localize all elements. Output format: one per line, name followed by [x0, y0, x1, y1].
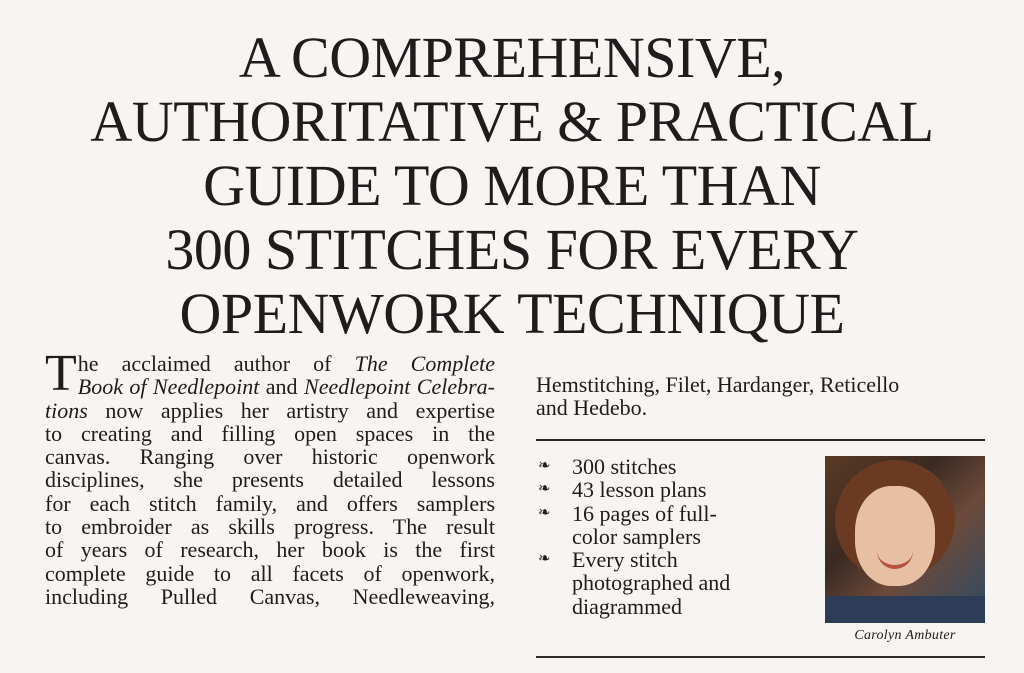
drop-cap: T — [45, 345, 77, 402]
body-line: Book of Needlepoint and Needlepoint Celebra- — [77, 374, 496, 400]
body-left-column — [45, 345, 496, 609]
body-right-column — [536, 373, 986, 420]
body-line: complete guide to all facets of openwork, — [45, 560, 495, 586]
list-item-text: photographed and — [572, 570, 731, 596]
fleuron-icon: ❧ — [538, 504, 551, 521]
fleuron-icon: ❧ — [538, 551, 551, 568]
headline-line: OPENWORK TECHNIQUE — [179, 281, 845, 346]
body-line: tions now applies her artistry and expertise — [45, 397, 495, 423]
body-line: Hemstitching, Filet, Hardanger, Reticello — [536, 372, 900, 397]
list-item-text: diagrammed — [572, 593, 682, 619]
headline-line: AUTHORITATIVE & PRACTICAL — [90, 89, 934, 154]
body-line: disciplines, she presents detailed lessons — [45, 467, 495, 493]
author-photo — [825, 456, 985, 623]
fleuron-icon: ❧ — [538, 481, 551, 498]
divider-rule — [536, 656, 985, 658]
list-item-text: 16 pages of full- — [572, 500, 717, 526]
list-item — [538, 502, 818, 549]
list-item — [538, 548, 818, 618]
feature-list — [538, 455, 818, 618]
body-line: and Hedebo. — [536, 395, 648, 421]
body-line: he acclaimed author of The Complete — [77, 351, 495, 376]
list-item — [538, 478, 818, 501]
body-line: for each stitch family, and offers samplers — [45, 490, 495, 516]
body-line: to creating and filling open spaces in the — [45, 420, 495, 446]
headline-line: A COMPREHENSIVE, — [238, 25, 786, 90]
list-item-text: color samplers — [572, 523, 701, 549]
body-line: canvas. Ranging over historic openwork — [45, 444, 495, 470]
list-item-text: Every stitch — [572, 547, 678, 573]
list-item — [538, 455, 818, 478]
body-line: including Pulled Canvas, Needleweaving, — [45, 583, 495, 609]
photo-caption: Carolyn Ambuter — [854, 628, 956, 643]
divider-rule — [536, 439, 985, 441]
body-line: to embroider as skills progress. The result — [45, 514, 495, 540]
fleuron-icon: ❧ — [538, 458, 551, 474]
body-line: of years of research, her book is the first — [45, 537, 495, 563]
list-item-text: 300 stitches — [572, 454, 677, 479]
headline — [0, 26, 1024, 346]
list-item-text: 43 lesson plans — [572, 477, 707, 503]
headline-line: GUIDE TO MORE THAN — [203, 153, 821, 218]
headline-line: 300 STITCHES FOR EVERY — [165, 217, 859, 282]
